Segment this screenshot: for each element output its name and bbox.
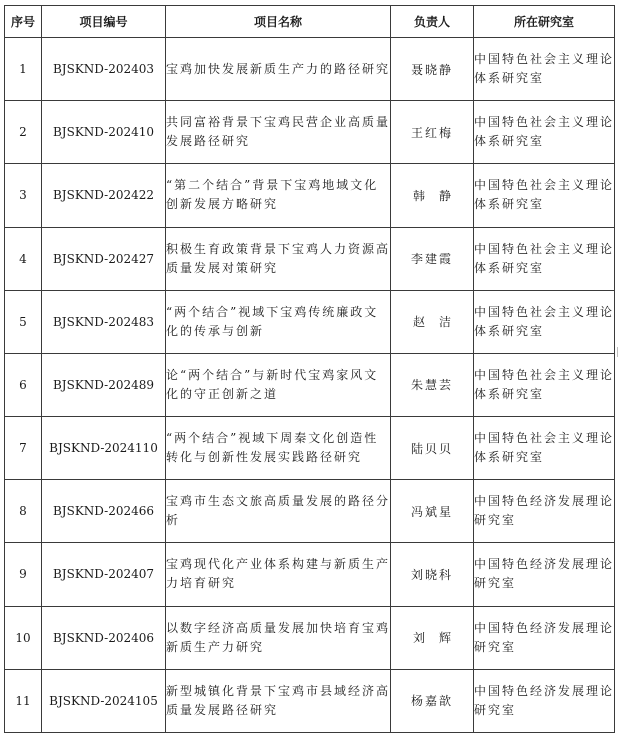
table-row bbox=[5, 669, 615, 732]
row-title: 宝鸡加快发展新质生产力的路径研究 bbox=[166, 38, 391, 101]
row-leader: 杨嘉歆 bbox=[391, 669, 474, 732]
row-office: 中国特色经济发展理论研究室 bbox=[474, 669, 615, 732]
row-code: BJSKND-202410 bbox=[42, 101, 166, 164]
table-row bbox=[5, 606, 615, 669]
row-leader: 赵洁 bbox=[391, 290, 474, 353]
header-code: 项目编号 bbox=[42, 6, 166, 38]
header-leader: 负责人 bbox=[391, 6, 474, 38]
row-num: 9 bbox=[5, 543, 42, 606]
row-num: 3 bbox=[5, 164, 42, 227]
table-row bbox=[5, 38, 615, 101]
table-row bbox=[5, 290, 615, 353]
header-title: 项目名称 bbox=[166, 6, 391, 38]
row-code: BJSKND-202466 bbox=[42, 480, 166, 543]
row-leader: 刘辉 bbox=[391, 606, 474, 669]
row-code: BJSKND-202489 bbox=[42, 353, 166, 416]
row-code: BJSKND-202422 bbox=[42, 164, 166, 227]
row-office: 中国特色社会主义理论体系研究室 bbox=[474, 417, 615, 480]
row-leader: 王红梅 bbox=[391, 101, 474, 164]
table-row bbox=[5, 164, 615, 227]
row-title: 宝鸡市生态文旅高质量发展的路径分析 bbox=[166, 480, 391, 543]
row-office: 中国特色社会主义理论体系研究室 bbox=[474, 38, 615, 101]
row-title: 以数字经济高质量发展加快培育宝鸡新质生产力研究 bbox=[166, 606, 391, 669]
table-row bbox=[5, 480, 615, 543]
row-leader: 朱慧芸 bbox=[391, 353, 474, 416]
row-office: 中国特色社会主义理论体系研究室 bbox=[474, 164, 615, 227]
table-row bbox=[5, 353, 615, 416]
row-office: 中国特色社会主义理论体系研究室 bbox=[474, 101, 615, 164]
row-num: 5 bbox=[5, 290, 42, 353]
row-num: 11 bbox=[5, 669, 42, 732]
row-leader: 李建霞 bbox=[391, 227, 474, 290]
row-title: 共同富裕背景下宝鸡民营企业高质量发展路径研究 bbox=[166, 101, 391, 164]
table-row bbox=[5, 543, 615, 606]
row-leader: 陆贝贝 bbox=[391, 417, 474, 480]
row-title: 宝鸡现代化产业体系构建与新质生产力培育研究 bbox=[166, 543, 391, 606]
row-leader: 韩静 bbox=[391, 164, 474, 227]
row-code: BJSKND-202483 bbox=[42, 290, 166, 353]
row-code: BJSKND-2024110 bbox=[42, 417, 166, 480]
header-row bbox=[5, 6, 615, 38]
row-title: 新型城镇化背景下宝鸡市县域经济高质量发展路径研究 bbox=[166, 669, 391, 732]
row-office: 中国特色经济发展理论研究室 bbox=[474, 480, 615, 543]
row-code: BJSKND-2024105 bbox=[42, 669, 166, 732]
row-title: “第二个结合”背景下宝鸡地域文化创新发展方略研究 bbox=[166, 164, 391, 227]
row-code: BJSKND-202427 bbox=[42, 227, 166, 290]
project-table bbox=[4, 5, 615, 733]
scroll-edge-mark bbox=[617, 347, 618, 357]
row-title: 积极生育政策背景下宝鸡人力资源高质量发展对策研究 bbox=[166, 227, 391, 290]
row-num: 2 bbox=[5, 101, 42, 164]
row-code: BJSKND-202407 bbox=[42, 543, 166, 606]
row-leader: 刘晓科 bbox=[391, 543, 474, 606]
row-title: “两个结合”视域下宝鸡传统廉政文化的传承与创新 bbox=[166, 290, 391, 353]
header-office: 所在研究室 bbox=[474, 6, 615, 38]
row-code: BJSKND-202403 bbox=[42, 38, 166, 101]
row-leader: 冯斌星 bbox=[391, 480, 474, 543]
row-num: 6 bbox=[5, 353, 42, 416]
row-title: 论“两个结合”与新时代宝鸡家风文化的守正创新之道 bbox=[166, 353, 391, 416]
row-title: “两个结合”视域下周秦文化创造性转化与创新性发展实践路径研究 bbox=[166, 417, 391, 480]
row-office: 中国特色社会主义理论体系研究室 bbox=[474, 353, 615, 416]
table-row bbox=[5, 417, 615, 480]
row-num: 4 bbox=[5, 227, 42, 290]
row-num: 7 bbox=[5, 417, 42, 480]
row-office: 中国特色社会主义理论体系研究室 bbox=[474, 290, 615, 353]
row-code: BJSKND-202406 bbox=[42, 606, 166, 669]
table-row bbox=[5, 227, 615, 290]
row-num: 1 bbox=[5, 38, 42, 101]
row-leader: 聂晓静 bbox=[391, 38, 474, 101]
row-office: 中国特色经济发展理论研究室 bbox=[474, 543, 615, 606]
row-office: 中国特色经济发展理论研究室 bbox=[474, 606, 615, 669]
row-num: 10 bbox=[5, 606, 42, 669]
table-row bbox=[5, 101, 615, 164]
row-num: 8 bbox=[5, 480, 42, 543]
row-office: 中国特色社会主义理论体系研究室 bbox=[474, 227, 615, 290]
header-num: 序号 bbox=[5, 6, 42, 38]
